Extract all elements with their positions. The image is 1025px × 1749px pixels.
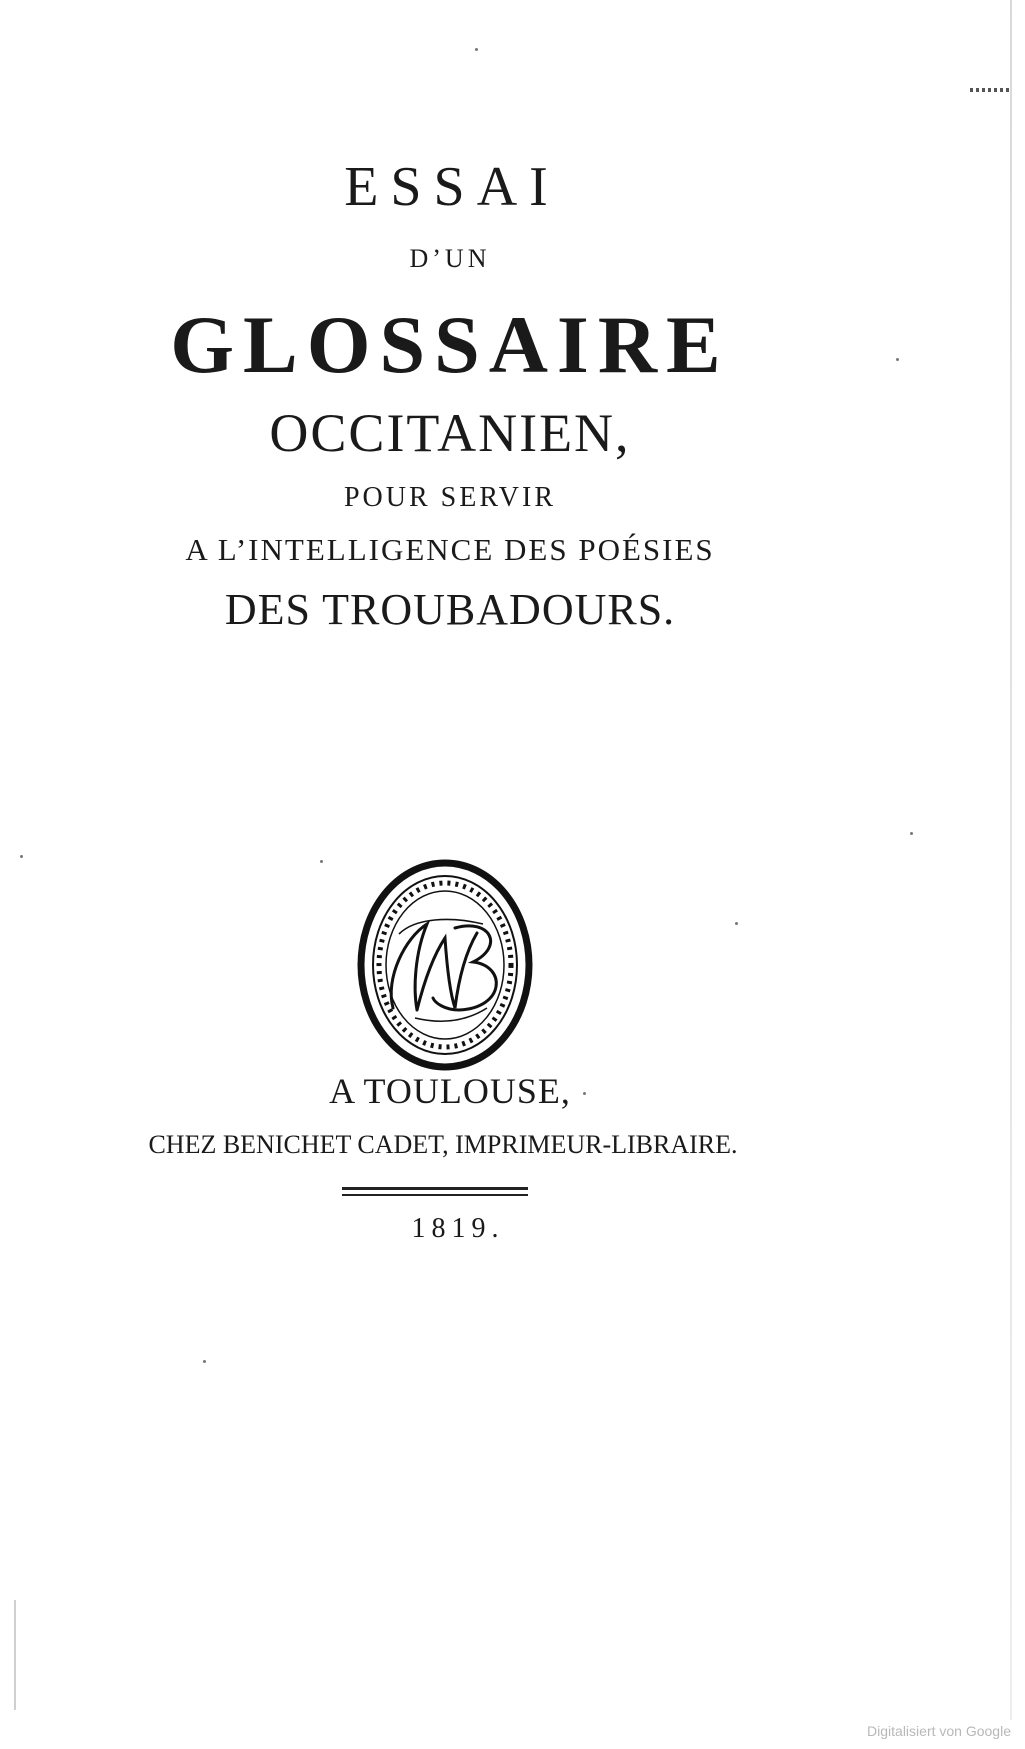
imprint-place: A TOULOUSE,	[329, 1071, 571, 1111]
scan-speck	[203, 1360, 206, 1363]
subtitle-intelligence: A L’INTELLIGENCE DES POÉSIES	[185, 532, 715, 567]
scan-edge-left	[14, 1600, 16, 1710]
double-rule-divider	[342, 1187, 528, 1196]
scan-speck	[910, 832, 913, 835]
scan-speck	[475, 48, 478, 51]
title-essai: ESSAI	[344, 156, 560, 218]
title-dun: D’UN	[409, 244, 491, 273]
imprint-year: 1819.	[411, 1213, 505, 1244]
subtitle-troubadours: DES TROUBADOURS.	[224, 585, 676, 634]
scan-speck	[320, 860, 323, 863]
subtitle-pour-servir: POUR SERVIR	[343, 482, 557, 513]
scan-edge-right	[1010, 0, 1012, 1720]
digitized-watermark: Digitalisiert von Google	[867, 1723, 1011, 1739]
title-occitanien: OCCITANIEN,	[269, 403, 631, 463]
title-glossaire: GLOSSAIRE	[170, 299, 730, 390]
scan-speck	[20, 855, 23, 858]
scan-edge-mark	[970, 88, 1012, 92]
monogram-ornament	[355, 858, 535, 1073]
scan-speck	[735, 922, 738, 925]
imprint-publisher: CHEZ BENICHET CADET, IMPRIMEUR-LIBRAIRE.	[148, 1130, 738, 1159]
